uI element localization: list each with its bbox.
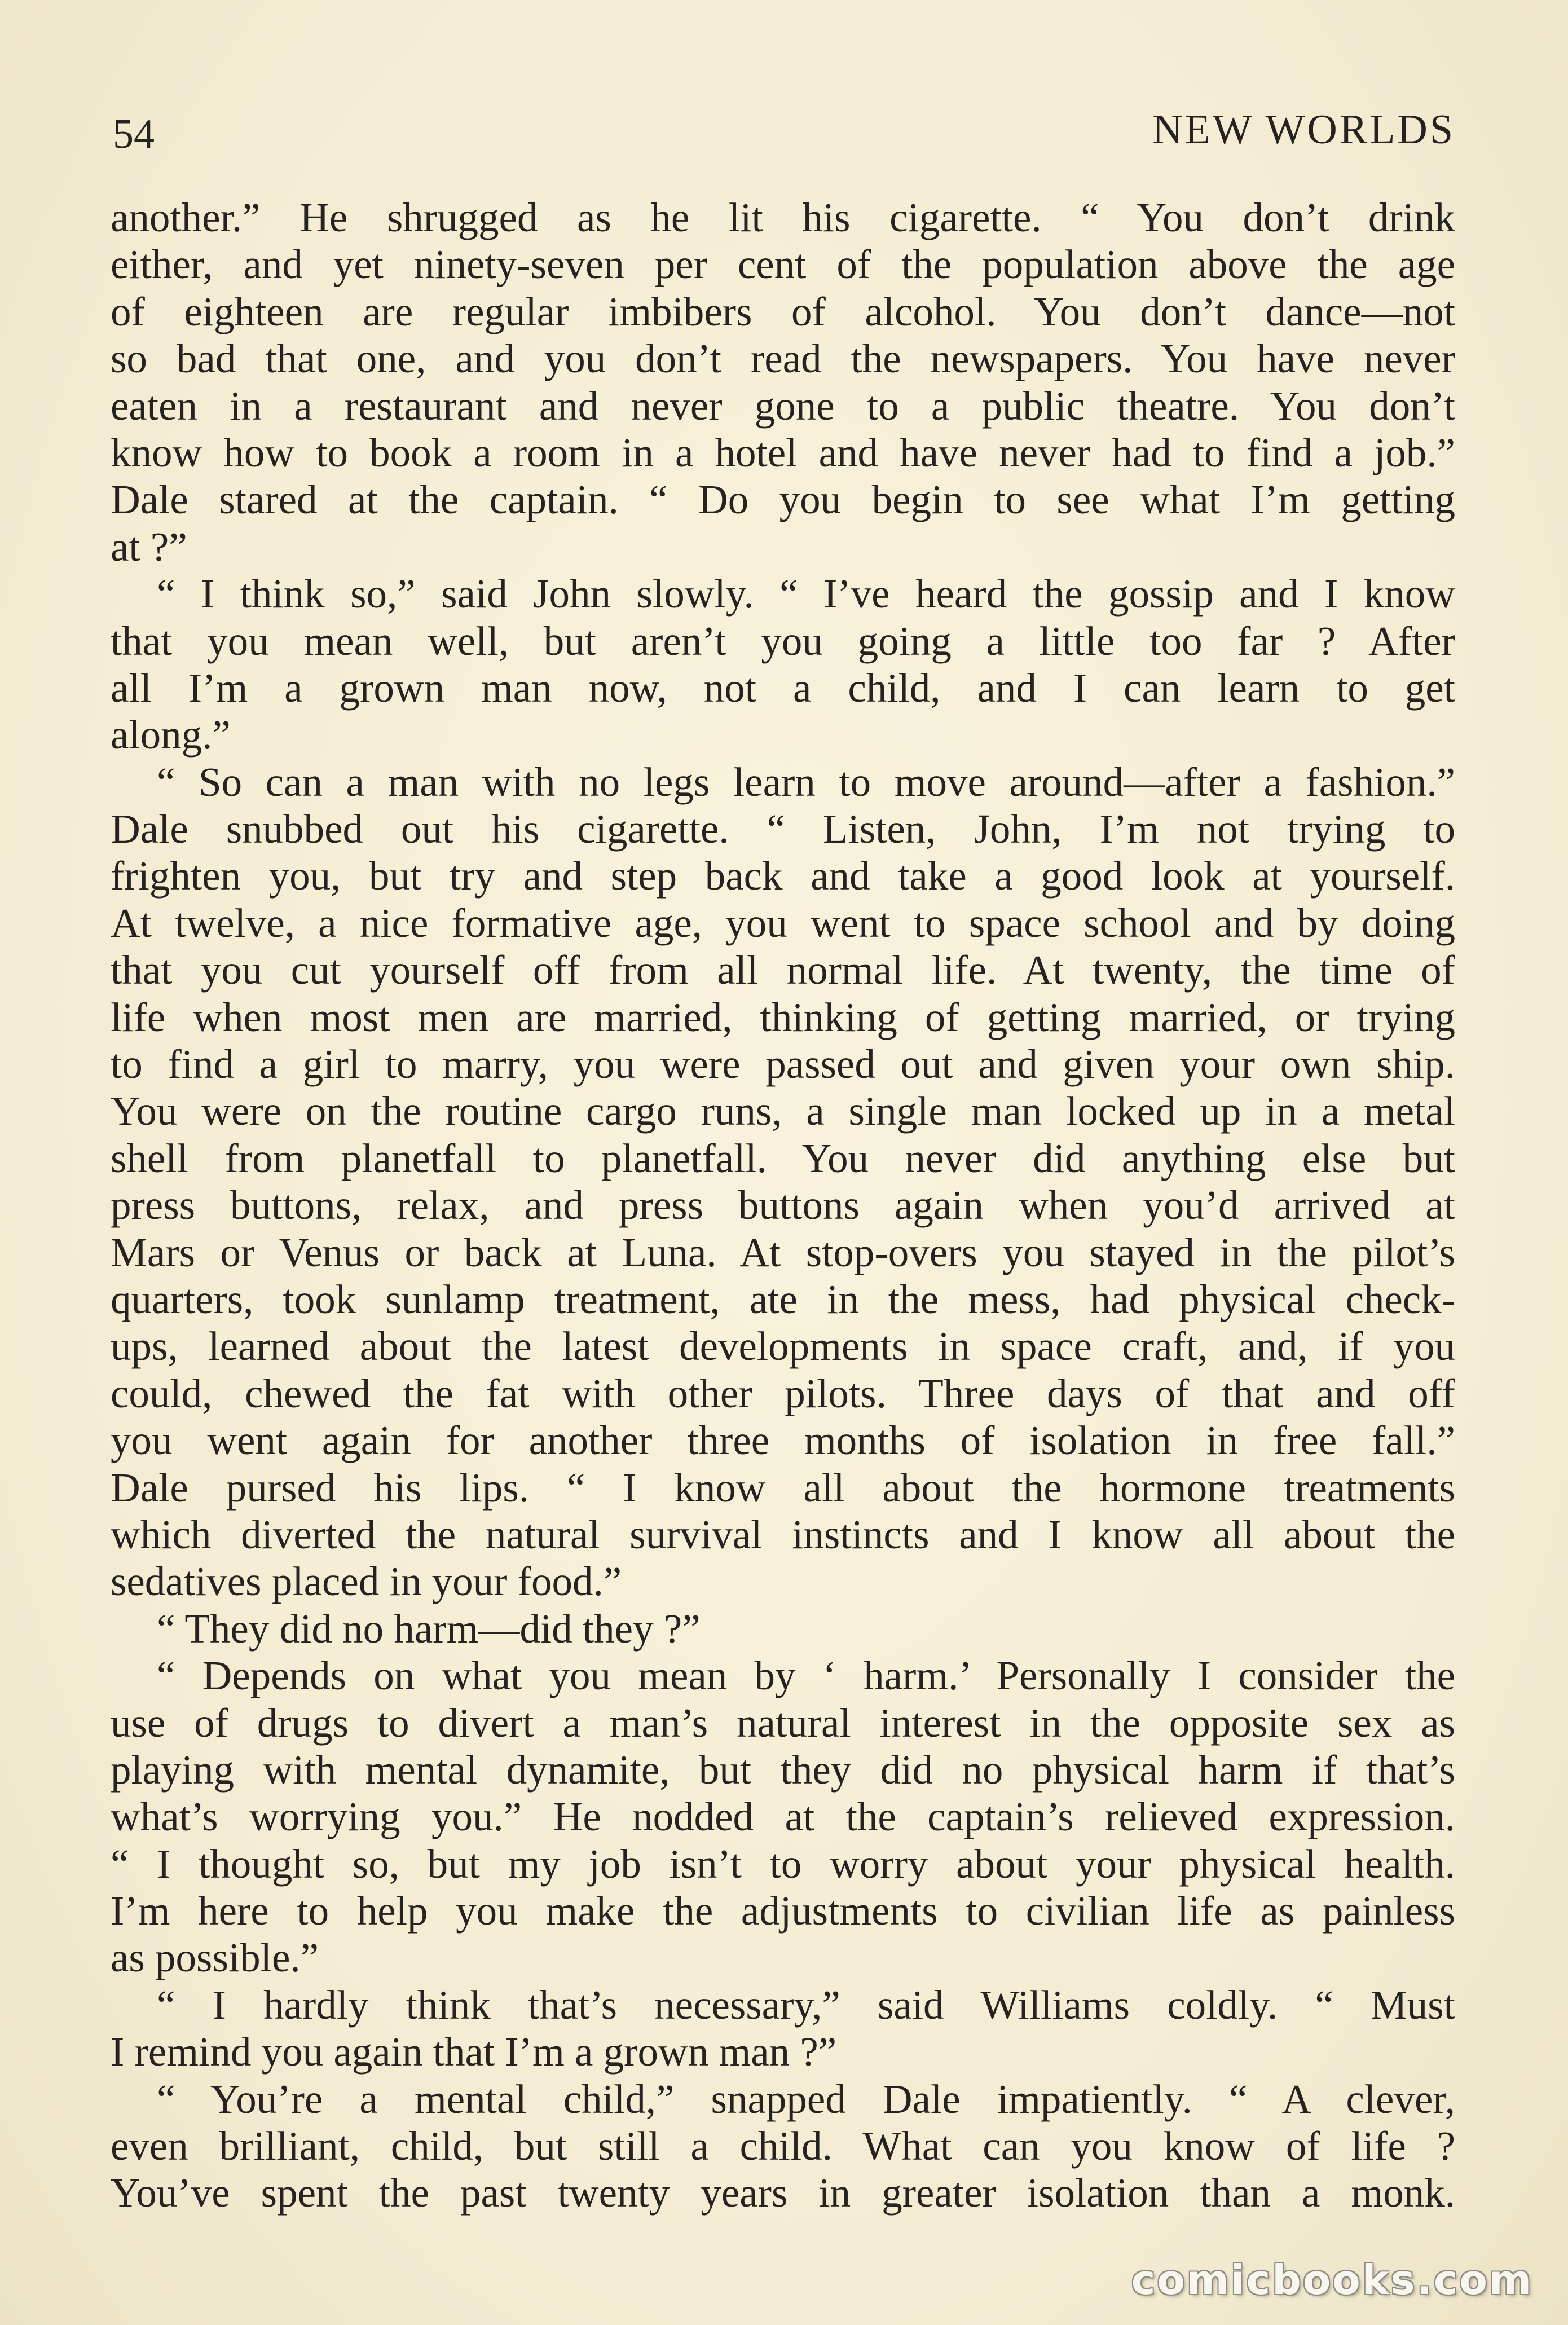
text-line: shell from planetfall to planetfall. You never did anything else but — [111, 1135, 1455, 1181]
text-line: Dale stared at the captain. “ Do you begin to see what I’m getting — [111, 477, 1455, 523]
text-line: “ They did no harm—did they ?” — [157, 1605, 701, 1652]
text-line: know how to book a room in a hotel and have never had to find a job.” — [111, 429, 1455, 475]
text-line: Dale snubbed out his cigarette. “ Listen, John, I’m not trying to — [111, 806, 1455, 852]
text-line: you went again for another three months of isolation in free fall.” — [111, 1417, 1455, 1464]
running-head — [113, 99, 1455, 161]
text-line: even brilliant, child, but still a child. What can you know of life ? — [111, 2123, 1455, 2169]
text-line: that you cut yourself off from all normal life. At twenty, the time of — [111, 947, 1455, 993]
text-line: “ I thought so, but my job isn’t to worry about your physical health. — [111, 1840, 1455, 1887]
text-line: Dale pursed his lips. “ I know all about the hormone treatments — [111, 1464, 1455, 1511]
text-line: which diverted the natural survival instincts and I know all about the — [111, 1511, 1455, 1557]
text-line: “ I hardly think that’s necessary,” said Williams coldly. “ Must — [157, 1981, 1455, 2028]
text-line: could, chewed the fat with other pilots. Three days of that and off — [111, 1370, 1455, 1416]
text-line: At twelve, a nice formative age, you went to space school and by doing — [111, 900, 1455, 946]
text-line: along.” — [111, 712, 231, 758]
watermark-logo: comicbooks.com — [1131, 2256, 1533, 2304]
text-line: another.” He shrugged as he lit his cigarette. “ You don’t drink — [111, 195, 1455, 240]
text-line: “ So can a man with no legs learn to move around—after a fashion.” — [157, 759, 1455, 805]
text-line: eaten in a restaurant and never gone to a public theatre. You don’t — [111, 382, 1455, 429]
text-line: as possible.” — [111, 1935, 319, 1981]
text-line: “ Depends on what you mean by ‘ harm.’ Personally I consider the — [157, 1653, 1455, 1699]
text-line: press buttons, relax, and press buttons again when you’d arrived at — [111, 1182, 1455, 1228]
text-line: “ You’re a mental child,” snapped Dale impatiently. “ A clever, — [157, 2076, 1455, 2122]
text-line: You’ve spent the past twenty years in greater isolation than a monk. — [111, 2170, 1455, 2216]
text-line: I remind you again that I’m a grown man ?” — [111, 2029, 837, 2075]
text-line: of eighteen are regular imbibers of alcohol. You don’t dance—not — [111, 288, 1455, 334]
body-text — [111, 194, 1455, 2217]
text-line: sedatives placed in your food.” — [111, 1558, 622, 1605]
text-line: so bad that one, and you don’t read the newspapers. You have never — [111, 336, 1455, 382]
text-line: at ?” — [111, 523, 187, 570]
running-title: NEW WORLDS — [1152, 107, 1455, 153]
text-line: all I’m a grown man now, not a child, and I can learn to get — [111, 664, 1455, 711]
text-line: use of drugs to divert a man’s natural interest in the opposite sex as — [111, 1699, 1455, 1746]
page-number: 54 — [113, 111, 155, 157]
text-line: I’m here to help you make the adjustments to civilian life as painless — [111, 1888, 1455, 1934]
text-line: to find a girl to marry, you were passed out and given your own ship. — [111, 1041, 1455, 1087]
text-line: “ I think so,” said John slowly. “ I’ve heard the gossip and I know — [157, 571, 1455, 617]
text-line: life when most men are married, thinking of getting married, or trying — [111, 994, 1455, 1040]
text-line: what’s worrying you.” He nodded at the captain’s relieved expression. — [111, 1794, 1455, 1840]
text-line: playing with mental dynamite, but they did no physical harm if that’s — [111, 1746, 1455, 1793]
text-line: Mars or Venus or back at Luna. At stop-overs you stayed in the pilot’s — [111, 1229, 1455, 1275]
text-line: frighten you, but try and step back and take a good look at yourself. — [111, 853, 1455, 899]
text-line: You were on the routine cargo runs, a single man locked up in a metal — [111, 1088, 1455, 1134]
text-line: that you mean well, but aren’t you going a little too far ? After — [111, 618, 1455, 664]
text-line: either, and yet ninety-seven per cent of the population above the age — [111, 241, 1455, 288]
text-line: ups, learned about the latest developments in space craft, and, if you — [111, 1323, 1455, 1370]
text-line: quarters, took sunlamp treatment, ate in the mess, had physical check- — [111, 1276, 1455, 1322]
